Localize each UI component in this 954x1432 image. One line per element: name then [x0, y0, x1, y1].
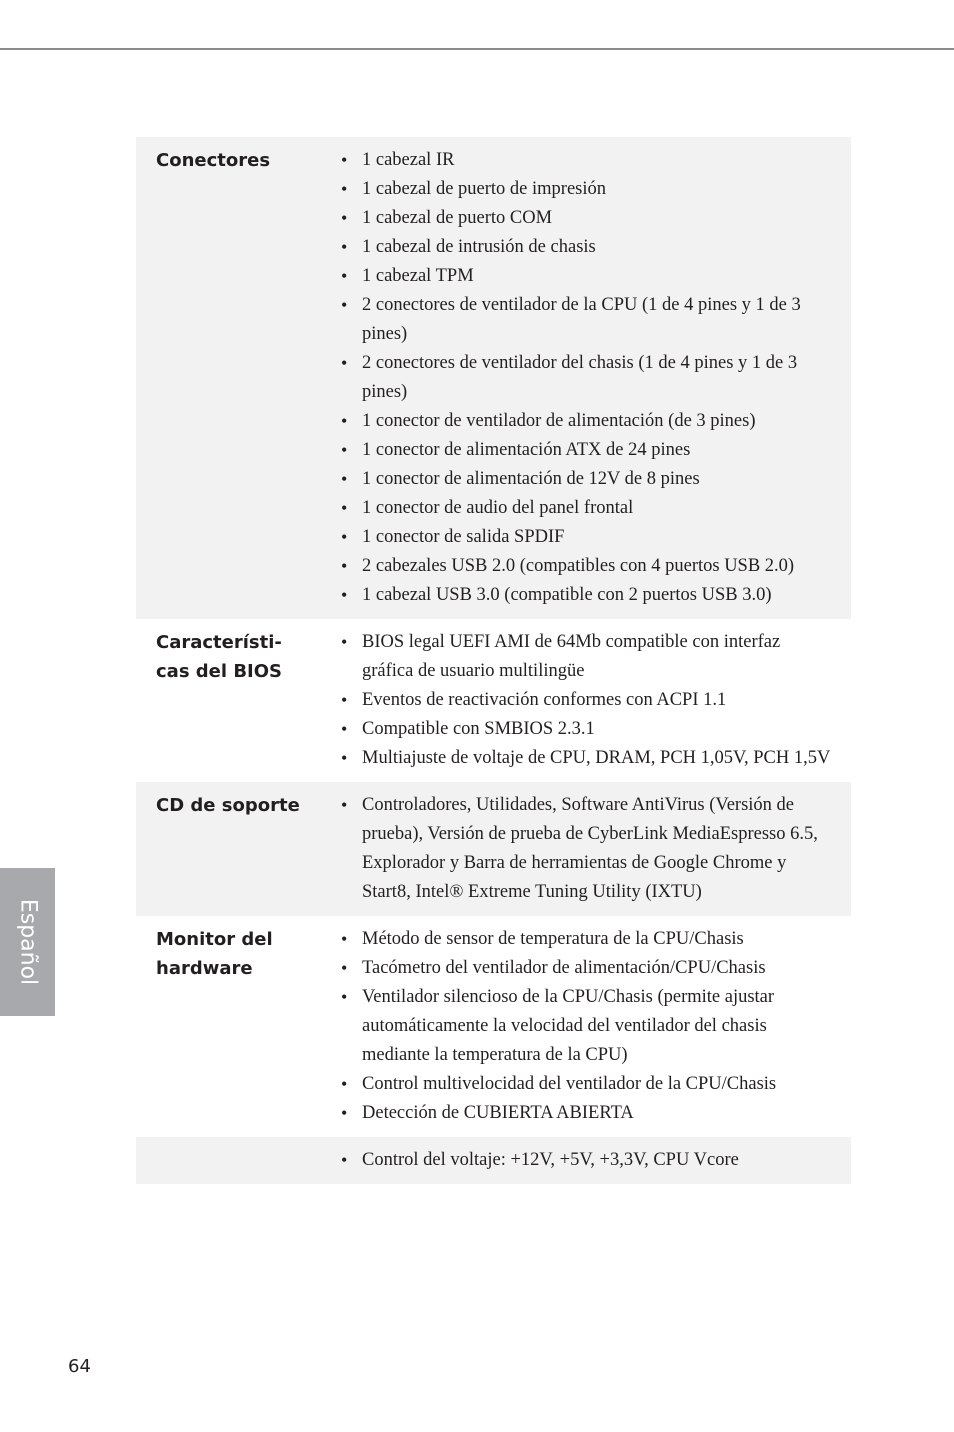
language-tab-label: Español — [15, 898, 40, 986]
bullet-list — [341, 628, 851, 773]
spec-row-connectors — [136, 137, 851, 619]
list-item: • Ventilador silencioso de la CPU/Chasis (permite ajustar automáticamente la velocidad del ventilador del chasis mediante la temperatura de la CPU) — [341, 983, 833, 1070]
list-item: • 1 conector de alimentación ATX de 24 pines — [341, 436, 833, 465]
list-item: • 1 conector de salida SPDIF — [341, 523, 833, 552]
list-item: • 2 conectores de ventilador del chasis (1 de 4 pines y 1 de 3 pines) — [341, 349, 833, 407]
list-item: • 1 cabezal de puerto COM — [341, 204, 833, 233]
bullet-list — [341, 1146, 851, 1175]
list-item: • Controladores, Utilidades, Software AntiVirus (Versión de prueba), Versión de prueba de CyberLink MediaEspresso 6.5, Explorador y Barra de herramientas de Google Chrome y Start8, Intel® Extreme Tuning Utility (IXTU) — [341, 791, 833, 907]
spec-row-voltage — [136, 1137, 851, 1184]
row-label: Conectores — [156, 150, 271, 171]
list-item: • Control del voltaje: +12V, +5V, +3,3V, CPU Vcore — [341, 1146, 833, 1175]
list-item: • 2 cabezales USB 2.0 (compatibles con 4 puertos USB 2.0) — [341, 552, 833, 581]
spec-row-bios — [136, 619, 851, 782]
list-item: • 2 conectores de ventilador de la CPU (1 de 4 pines y 1 de 3 pines) — [341, 291, 833, 349]
spec-row-hardware-monitor — [136, 916, 851, 1137]
row-label: Característi- cas del BIOS — [156, 632, 283, 682]
header-rule — [0, 48, 954, 50]
list-item: • 1 conector de alimentación de 12V de 8 pines — [341, 465, 833, 494]
list-item: • 1 conector de ventilador de alimentación (de 3 pines) — [341, 407, 833, 436]
bullet-list — [341, 146, 851, 610]
list-item: • Multiajuste de voltaje de CPU, DRAM, PCH 1,05V, PCH 1,5V — [341, 744, 833, 773]
list-item: • 1 cabezal de intrusión de chasis — [341, 233, 833, 262]
row-label: Monitor del hardware — [156, 929, 273, 979]
list-item: • Control multivelocidad del ventilador de la CPU/Chasis — [341, 1070, 833, 1099]
list-item: • 1 cabezal TPM — [341, 262, 833, 291]
spec-table — [136, 137, 851, 1184]
list-item: • 1 cabezal IR — [341, 146, 833, 175]
list-item: • 1 conector de audio del panel frontal — [341, 494, 833, 523]
list-item: • Tacómetro del ventilador de alimentación/CPU/Chasis — [341, 954, 833, 983]
language-tab — [0, 868, 55, 1016]
page-number: 64 — [68, 1356, 91, 1377]
row-label: CD de soporte — [156, 795, 300, 816]
list-item: • Compatible con SMBIOS 2.3.1 — [341, 715, 833, 744]
list-item: • 1 cabezal de puerto de impresión — [341, 175, 833, 204]
bullet-list — [341, 791, 851, 907]
spec-row-support-cd — [136, 782, 851, 916]
list-item: • 1 cabezal USB 3.0 (compatible con 2 puertos USB 3.0) — [341, 581, 833, 610]
list-item: • Detección de CUBIERTA ABIERTA — [341, 1099, 833, 1128]
list-item: • BIOS legal UEFI AMI de 64Mb compatible con interfaz gráfica de usuario multilingüe — [341, 628, 833, 686]
list-item: • Eventos de reactivación conformes con ACPI 1.1 — [341, 686, 833, 715]
list-item: • Método de sensor de temperatura de la CPU/Chasis — [341, 925, 833, 954]
bullet-list — [341, 925, 851, 1128]
